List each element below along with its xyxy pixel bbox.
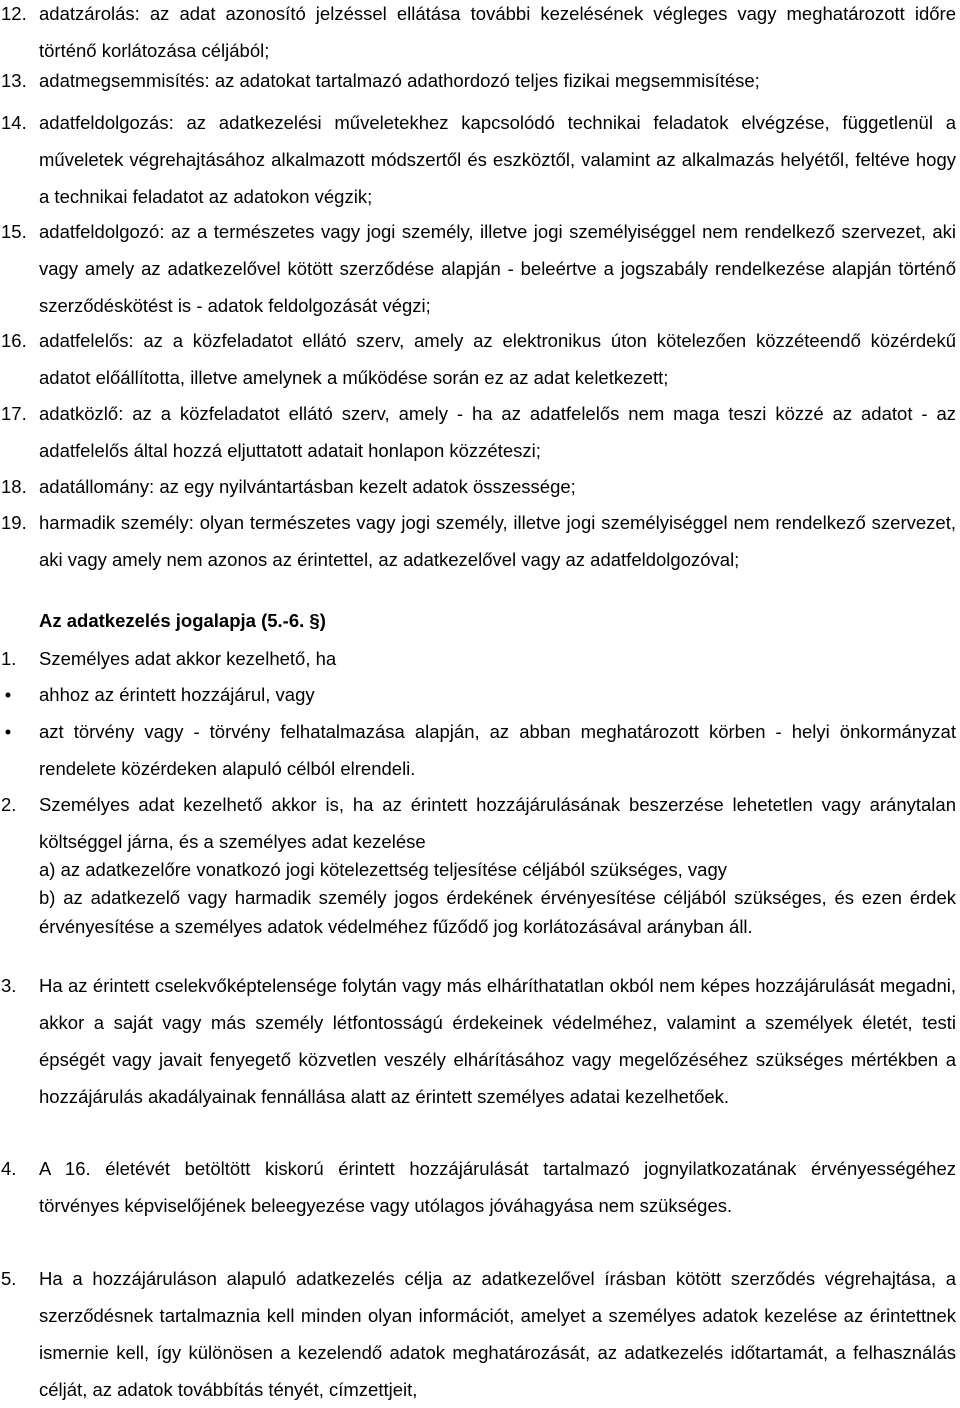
point-text: Személyes adat kezelhető akkor is, ha az érintett hozzájárulásának beszerzése lehetetlen vagy aránytalan költséggel járna, és a személyes adat kezelése <box>39 794 956 852</box>
definition-text: adatfelelős: az a közfeladatot ellátó szerv, amely az elektronikus úton kötelezően közzéteendő közérdekű adatot előállította, illetve amelynek a működése során ez az adat keletkezett; <box>39 330 956 388</box>
point-text: Személyes adat akkor kezelhető, ha <box>39 648 337 669</box>
bullet-icon: • <box>4 684 12 705</box>
point-text: Ha az érintett cselekvőképtelensége folytán vagy más elháríthatatlan okból nem képes hozzájárulását megadni, akkor a saját vagy más személy létfontosságú érdekeinek védelméhez, valamint a személyek életét, testi épségét vagy javait fenyegető közvetlen veszély elhárításához vagy megelőzéséhez szükséges mértékben a hozzájárulás akadályainak fennállása alatt az érintett személyes adatai kezelhetőek. <box>39 975 956 1107</box>
definition-12 <box>0 0 960 69</box>
item-number: 4. <box>1 1158 17 1179</box>
definition-text: adatállomány: az egy nyilvántartásban kezelt adatok összessége; <box>39 476 576 497</box>
definition-text: adatmegsemmisítés: az adatokat tartalmazó adathordozó teljes fizikai megsemmisítése; <box>39 70 760 91</box>
item-number: 13. <box>1 70 27 91</box>
section-heading: Az adatkezelés jogalapja (5.-6. §) <box>39 610 326 631</box>
point-1-bullet-1 <box>0 677 960 712</box>
item-number: 3. <box>1 975 17 996</box>
definition-15 <box>0 213 960 324</box>
point-text: A 16. életévét betöltött kiskorú érintett hozzájárulását tartalmazó jognyilatkozatának érvényességéhez törvényes képviselőjének beleegyezése vagy utólagos jóváhagyása nem szükséges. <box>39 1158 956 1216</box>
bullet-text: azt törvény vagy - törvény felhatalmazása alapján, az abban meghatározott körben - helyi önkormányzat rendelete közérdeken alapuló célból elrendeli. <box>39 721 956 779</box>
point-1 <box>0 641 960 676</box>
item-number: 16. <box>1 330 27 351</box>
item-number: 2. <box>1 794 17 815</box>
item-number: 19. <box>1 512 27 533</box>
definition-18 <box>0 469 960 504</box>
item-number: 18. <box>1 476 27 497</box>
item-number: 1. <box>1 648 17 669</box>
definition-16 <box>0 322 960 396</box>
item-number: 15. <box>1 221 27 242</box>
sub-item-text: b) az adatkezelő vagy harmadik személy jogos érdekének érvényesítése céljából szükséges, és ezen érdek érvényesítése a személyes adatok védelméhez fűződő jog korlátozásával arányban áll. <box>39 887 956 937</box>
definition-text: adatközlő: az a közfeladatot ellátó szerv, amely - ha az adatfelelős nem maga teszi közzé az adatot - az adatfelelős által hozzá eljuttatott adatait honlapon közzéteszi; <box>39 403 956 461</box>
bullet-text: ahhoz az érintett hozzájárul, vagy <box>39 684 315 705</box>
bullet-icon: • <box>4 721 12 742</box>
item-number: 5. <box>1 1268 17 1289</box>
definition-text: harmadik személy: olyan természetes vagy jogi személy, illetve jogi személyiséggel nem rendelkező szervezet, aki vagy amely nem azonos az érintettel, az adatkezelővel vagy az adatfeldolgozóval; <box>39 512 956 570</box>
definition-14 <box>0 104 960 215</box>
point-3 <box>0 967 960 1115</box>
point-2 <box>0 786 960 860</box>
point-1-bullet-2 <box>0 713 960 787</box>
point-2-sub-b <box>0 884 960 941</box>
definition-13 <box>0 63 960 98</box>
definition-17 <box>0 395 960 469</box>
point-text: Ha a hozzájáruláson alapuló adatkezelés célja az adatkezelővel írásban kötött szerződés végrehajtása, a szerződésnek tartalmaznia kell minden olyan információt, amelyet a személyes adatok kezelése az érintettnek ismernie kell, így különösen a kezelendő adatok meghatározását, az adatkezelés időtartamát, a felhasználás célját, az adatok továbbítás tényét, címzettjeit, <box>39 1268 956 1400</box>
sub-item-text: a) az adatkezelőre vonatkozó jogi kötelezettség teljesítése céljából szükséges, vagy <box>39 859 727 880</box>
item-number: 12. <box>1 3 27 24</box>
point-2-sub-a <box>0 856 960 885</box>
point-4 <box>0 1150 960 1224</box>
definition-text: adatfeldolgozó: az a természetes vagy jogi személy, illetve jogi személyiséggel nem rendelkező szervezet, aki vagy amely az adatkezelővel kötött szerződése alapján - beleértve a jogszabály rendelkezése alapján történő szerződéskötést is - adatok feldolgozását végzi; <box>39 221 956 316</box>
item-number: 14. <box>1 112 27 133</box>
point-5 <box>0 1260 960 1408</box>
item-number: 17. <box>1 403 27 424</box>
definition-19 <box>0 504 960 578</box>
definition-text: adatzárolás: az adat azonosító jelzéssel ellátása további kezelésének végleges vagy meghatározott időre történő korlátozása céljából; <box>39 3 956 61</box>
definition-text: adatfeldolgozás: az adatkezelési műveletekhez kapcsolódó technikai feladatok elvégzése, függetlenül a műveletek végrehajtásához alkalmazott módszertől és eszköztől, valamint az alkalmazás helyétől, feltéve hogy a technikai feladatot az adatokon végzik; <box>39 112 956 207</box>
